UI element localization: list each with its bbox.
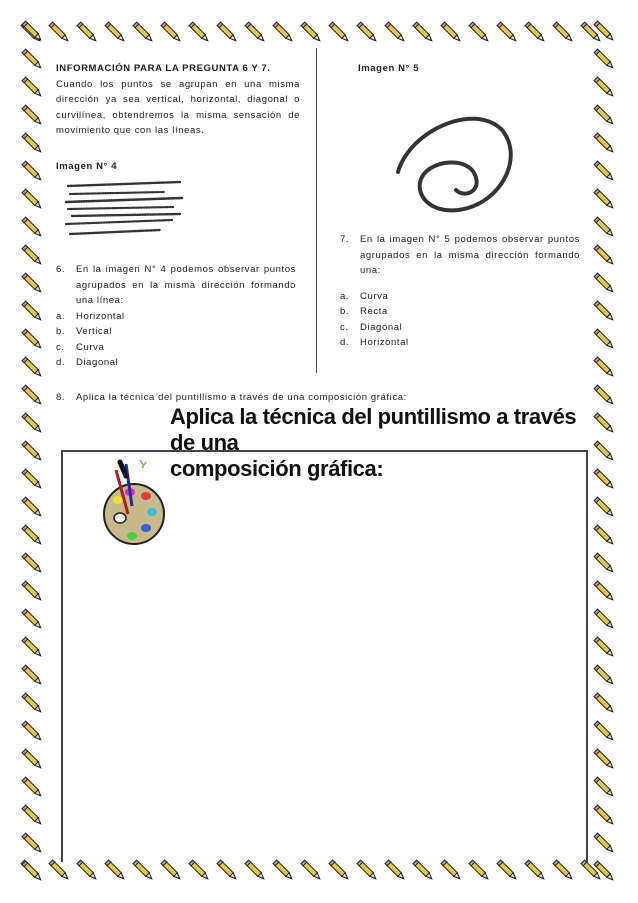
q6-option-a[interactable] <box>56 309 296 325</box>
pencil-icon <box>19 718 47 746</box>
question-8-text: Aplica la técnica del puntillismo a través de una composición gráfica: <box>76 392 407 403</box>
question-7-text: En la imagen N° 5 podemos observar puntos agrupados en la misma dirección formando una: <box>360 234 580 276</box>
pencil-icon <box>591 410 619 438</box>
pencil-icon <box>591 634 619 662</box>
pencil-icon <box>591 326 619 354</box>
option-text: Diagonal <box>76 357 119 368</box>
pencil-icon <box>19 130 47 158</box>
pencil-icon <box>591 158 619 186</box>
pencil-icon <box>19 438 47 466</box>
pencil-icon <box>382 19 410 47</box>
pencil-icon <box>410 19 438 47</box>
option-text: Vertical <box>76 326 112 337</box>
pencil-icon <box>550 19 578 47</box>
pencil-icon <box>19 18 47 46</box>
pencil-icon <box>591 746 619 774</box>
pencil-icon <box>591 522 619 550</box>
pencil-icon <box>19 494 47 522</box>
pencil-icon <box>214 19 242 47</box>
pencil-border-left <box>18 18 48 886</box>
paint-palette-icon <box>98 456 168 548</box>
pencil-icon <box>186 19 214 47</box>
pencil-icon <box>19 354 47 382</box>
pencil-icon <box>591 214 619 242</box>
pencil-icon <box>591 494 619 522</box>
image5-spiral <box>380 100 520 220</box>
pencil-icon <box>46 19 74 47</box>
option-text: Horizontal <box>76 310 125 322</box>
pencil-icon <box>19 186 47 214</box>
pencil-icon <box>591 774 619 802</box>
pencil-icon <box>591 130 619 158</box>
option-letter: b. <box>56 326 66 337</box>
pencil-icon <box>591 466 619 494</box>
pencil-icon <box>19 410 47 438</box>
question-7-number: 7. <box>340 234 350 245</box>
image5-section <box>340 61 578 77</box>
pencil-icon <box>591 550 619 578</box>
pencil-icon <box>19 634 47 662</box>
pencil-icon <box>130 19 158 47</box>
pencil-icon <box>19 466 47 494</box>
info-heading: INFORMACIÓN PARA LA PREGUNTA 6 Y 7. <box>56 63 271 74</box>
pencil-border-top <box>18 18 620 48</box>
question-6 <box>56 262 296 371</box>
pencil-icon <box>19 298 47 326</box>
pencil-icon <box>19 550 47 578</box>
activity-title-line2: composición gráfica: <box>170 456 384 481</box>
pencil-icon <box>591 186 619 214</box>
option-letter: c. <box>56 341 65 353</box>
pencil-icon <box>298 19 326 47</box>
pencil-icon <box>591 690 619 718</box>
pencil-icon <box>19 858 47 886</box>
image5-label: Imagen N° 5 <box>358 63 420 74</box>
pencil-icon <box>591 830 619 858</box>
option-letter: c. <box>340 321 349 333</box>
q6-option-c[interactable] <box>56 340 296 356</box>
question-6-prompt <box>56 262 296 309</box>
option-letter: d. <box>56 357 66 368</box>
column-divider <box>316 48 317 373</box>
pencil-icon <box>19 102 47 130</box>
pencil-icon <box>102 19 130 47</box>
pencil-icon <box>591 242 619 270</box>
activity-title-line1: Aplica la técnica del puntillismo a través de una <box>170 404 577 455</box>
pencil-icon <box>242 19 270 47</box>
pencil-icon <box>591 718 619 746</box>
pencil-icon <box>19 690 47 718</box>
pencil-icon <box>19 578 47 606</box>
q6-option-d[interactable] <box>56 355 296 371</box>
pencil-icon <box>591 858 619 886</box>
pencil-icon <box>326 19 354 47</box>
pencil-icon <box>591 102 619 130</box>
q7-option-b[interactable] <box>340 304 580 320</box>
pencil-icon <box>591 662 619 690</box>
question-7 <box>340 232 580 351</box>
pencil-icon <box>591 802 619 830</box>
pencil-icon <box>74 19 102 47</box>
pencil-icon <box>19 326 47 354</box>
question-8-number: 8. <box>56 392 66 403</box>
pencil-icon <box>19 74 47 102</box>
pencil-icon <box>354 19 382 47</box>
question-7-prompt <box>340 232 580 279</box>
option-text: Horizontal <box>360 337 409 348</box>
info-section <box>56 61 300 174</box>
pencil-border-right <box>590 18 620 886</box>
option-letter: a. <box>56 310 66 322</box>
pencil-icon <box>438 19 466 47</box>
option-letter: a. <box>340 290 350 302</box>
pencil-icon <box>591 74 619 102</box>
pencil-icon <box>158 19 186 47</box>
pencil-icon <box>19 214 47 242</box>
pencil-icon <box>19 802 47 830</box>
option-text: Diagonal <box>360 321 403 333</box>
pencil-icon <box>522 19 550 47</box>
option-letter: d. <box>340 337 350 348</box>
option-letter: b. <box>340 306 350 317</box>
pencil-icon <box>591 578 619 606</box>
option-text: Curva <box>76 341 105 353</box>
q6-option-b[interactable] <box>56 324 296 340</box>
pencil-icon <box>19 522 47 550</box>
pencil-icon <box>591 354 619 382</box>
q7-option-a[interactable] <box>340 289 580 305</box>
q7-option-d[interactable] <box>340 335 580 351</box>
question-6-number: 6. <box>56 264 66 275</box>
pencil-icon <box>19 270 47 298</box>
option-text: Recta <box>360 306 388 317</box>
pencil-icon <box>19 158 47 186</box>
spacer <box>340 279 580 289</box>
pencil-icon <box>19 746 47 774</box>
pencil-icon <box>591 606 619 634</box>
pencil-icon <box>19 774 47 802</box>
pencil-icon <box>19 46 47 74</box>
pencil-icon <box>270 19 298 47</box>
pencil-icon <box>19 830 47 858</box>
pencil-icon <box>591 18 619 46</box>
pencil-icon <box>19 606 47 634</box>
question-6-text: En la imagen N° 4 podemos observar puntos agrupados en la misma dirección formando una línea: <box>76 264 296 306</box>
option-text: Curva <box>360 290 389 302</box>
pencil-icon <box>591 270 619 298</box>
pencil-icon <box>591 46 619 74</box>
image4-horizontal-lines <box>62 176 184 246</box>
pencil-icon <box>466 19 494 47</box>
pencil-icon <box>494 19 522 47</box>
pencil-icon <box>19 382 47 410</box>
pencil-icon <box>19 662 47 690</box>
info-paragraph: Cuando los puntos se agrupan en una misma dirección ya sea vertical, horizontal, diagonal o curvilínea, obtendremos la misma sensación de movimiento que con las líneas. <box>56 78 300 136</box>
image4-label: Imagen N° 4 <box>56 160 118 172</box>
q7-option-c[interactable] <box>340 320 580 336</box>
pencil-icon <box>591 298 619 326</box>
pencil-icon <box>19 242 47 270</box>
pencil-icon <box>591 438 619 466</box>
